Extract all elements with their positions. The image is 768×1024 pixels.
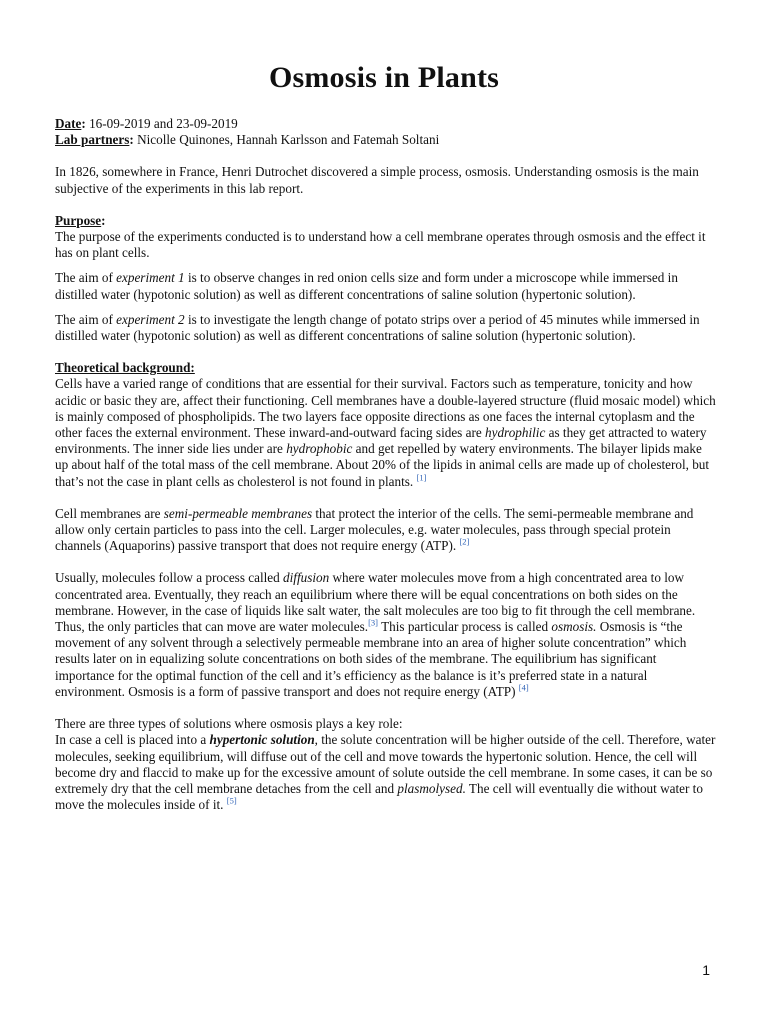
experiment-1-label: experiment 1 <box>116 270 185 286</box>
theory-heading: Theoretical background: <box>55 360 195 376</box>
document-title: Osmosis in Plants <box>268 61 500 94</box>
theory-paragraph-4-intro: There are three types of solutions where osmosis plays a key role: <box>55 716 403 732</box>
date-value: 16-09-2019 and 23-09-2019 <box>85 116 238 131</box>
theory-paragraph-2: Cell membranes are semi-permeable membranes that protect the interior of the cells. The semi-permeable membrane and allow only certain particles to pass into the cell. Larger molecules, e.g. water molecules, pass through special protein channels (Aquaporins) passive transport that does not require energy (ATP). [2] <box>55 505 694 554</box>
purpose-paragraph: The purpose of the experiments conducted is to understand how a cell membrane operates through osmosis and the effect it has on plant cells. <box>55 229 706 261</box>
date-line: Date: 16-09-2019 and 23-09-2019 <box>55 116 238 131</box>
partners-label: Lab partners <box>55 132 130 148</box>
footnote-link-1[interactable]: [1] <box>416 472 427 483</box>
footnote-link-2[interactable]: [2] <box>459 536 470 547</box>
hypertonic-solution-term: hypertonic solution <box>209 732 315 748</box>
intro-paragraph: In 1826, somewhere in France, Henri Dutrochet discovered a simple process, osmosis. Understanding osmosis is the main subjective of the experiments in this lab report. <box>55 164 699 196</box>
experiment-2-label: experiment 2 <box>116 311 185 327</box>
theory-heading-line <box>55 360 717 376</box>
page-number: 1 <box>702 962 710 978</box>
footnote-link-4[interactable]: [4] <box>518 682 529 693</box>
footnote-link-3[interactable]: [3] <box>368 617 379 628</box>
partners-value: Nicolle Quinones, Hannah Karlsson and Fatemah Soltani <box>133 132 440 148</box>
theory-paragraph-4: In case a cell is placed into a hypertonic solution, the solute concentration will be higher outside of the cell. Therefore, water molecules, seeking equilibrium, will diffuse out of the cell and move towards the hypertonic solution. Hence, the cell will become dry and flaccid to make up for the excessive amount of solute outside the cell membrane. In some cases, it can be so extremely dry that the cell membrane detaches from the cell and plasmolysed. The cell will eventually die without water to move the molecules inside of it. [5] <box>55 732 716 813</box>
theory-paragraph-1: Cells have a varied range of conditions that are essential for their survival. Factors such as temperature, tonicity and how acidic or basic they are, affect their functioning. Cell membranes have a double-layered structure (fluid mosaic model) which is mainly composed of phospholipids. The two layers face opposite directions as one faces the internal cytoplasm and the other faces the external environment. These inward-and-outward facing sides are hydrophilic as they get attracted to watery environments. The inner side lies under are hydrophobic and get repelled by watery environments. The bilayer lipids make up about half of the total mass of the cell membrane. About 20% of the lipids in animal cells are made up of cholesterol, but that’s not the case in plant cells as cholesterol is not found in plants. [1] <box>55 376 716 489</box>
footnote-link-5[interactable]: [5] <box>226 795 237 806</box>
partners-line: Lab partners: Nicolle Quinones, Hannah Karlsson and Fatemah Soltani <box>55 132 440 148</box>
aim2-paragraph: The aim of experiment 2 is to investigate the length change of potato strips over a period of 45 minutes while immersed in distilled water (hypotonic solution) as well as different concentrations of saline solution (hypertonic solution). <box>55 311 700 344</box>
purpose-heading-line: Purpose: <box>55 212 106 228</box>
aim1-paragraph: The aim of experiment 1 is to observe changes in red onion cells size and form under a microscope while immersed in distilled water (hypotonic solution) as well as different concentrations of saline solution (hypertonic solution). <box>55 270 678 302</box>
document-body <box>55 116 717 813</box>
purpose-heading: Purpose <box>55 212 102 228</box>
theory-paragraph-3: Usually, molecules follow a process called diffusion where water molecules move from a high concentrated area to low concentrated area. Eventually, they reach an equilibrium where there will be equal concentrations on both sides on the membrane. However, in the case of liquids like salt water, the salt molecules are too big to fit through the cell membrane. Thus, the only particles that can move are water molecules.[3] This particular process is called osmosis. Osmosis is “the movement of any solvent through a selectively permeable membrane into an area of higher solute concentration” which results later on in equalizing solute concentrations on both sides of the membrane. The equilibrium has significant importance for the optimal function of the cell and it’s efficiency as the balance is it’s preferred state in a natural environment. Osmosis is a form of passive transport and does not require energy (ATP) [4] <box>55 570 696 699</box>
date-label: Date <box>55 116 82 131</box>
